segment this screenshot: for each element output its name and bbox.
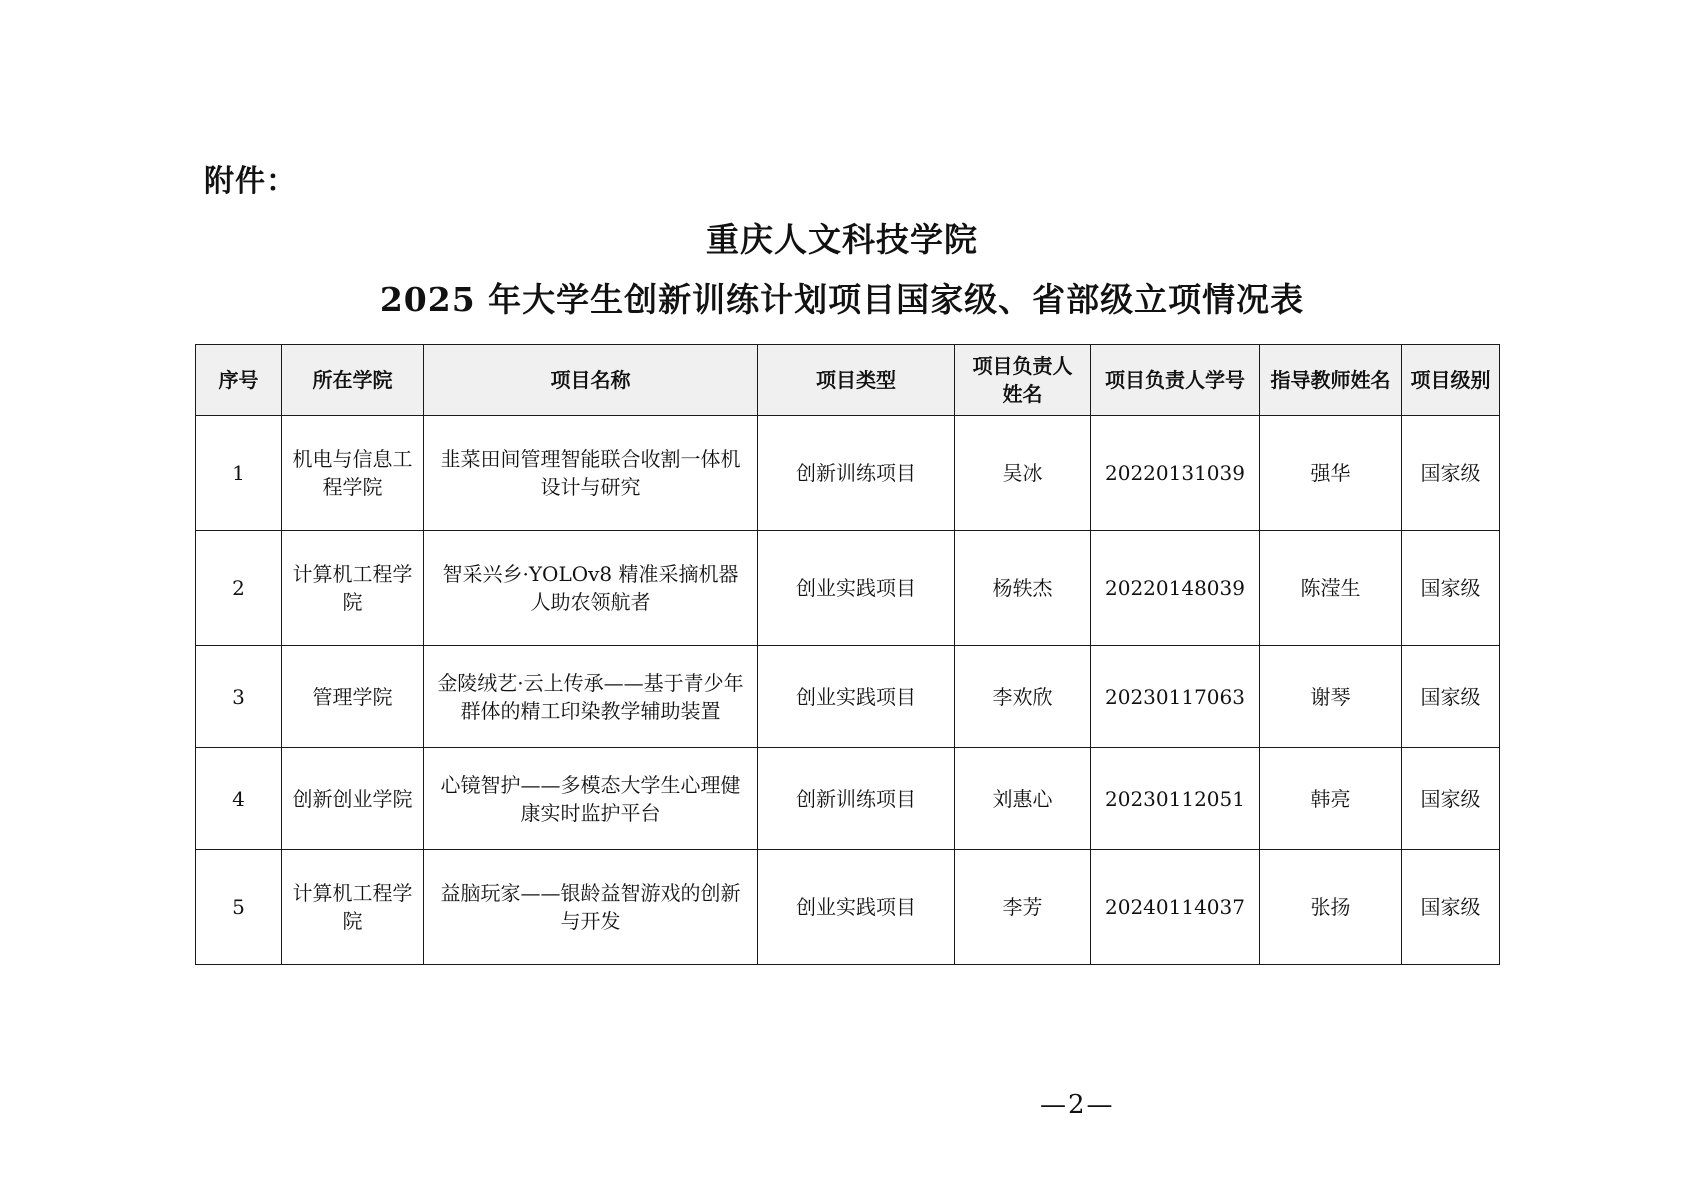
- cell-leader-id: 20230112051: [1091, 748, 1260, 850]
- cell-college: 管理学院: [282, 646, 424, 748]
- cell-project-type: 创业实践项目: [758, 531, 955, 646]
- table-row: [196, 850, 1500, 965]
- cell-project-name: 益脑玩家——银龄益智游戏的创新与开发: [424, 850, 758, 965]
- cell-college: 计算机工程学院: [282, 850, 424, 965]
- cell-project-type: 创业实践项目: [758, 850, 955, 965]
- cell-project-type: 创新训练项目: [758, 416, 955, 531]
- header-leader-id: 项目负责人学号: [1091, 345, 1260, 416]
- cell-index: 4: [196, 748, 282, 850]
- cell-leader-id: 20230117063: [1091, 646, 1260, 748]
- cell-leader-name: 李芳: [955, 850, 1091, 965]
- cell-leader-name: 吴冰: [955, 416, 1091, 531]
- cell-level: 国家级: [1402, 531, 1500, 646]
- cell-level: 国家级: [1402, 748, 1500, 850]
- table-row: [196, 748, 1500, 850]
- cell-advisor-name: 陈滢生: [1260, 531, 1402, 646]
- table-row: [196, 646, 1500, 748]
- cell-project-type: 创新训练项目: [758, 748, 955, 850]
- cell-level: 国家级: [1402, 416, 1500, 531]
- cell-advisor-name: 张扬: [1260, 850, 1402, 965]
- cell-college: 机电与信息工程学院: [282, 416, 424, 531]
- cell-project-type: 创业实践项目: [758, 646, 955, 748]
- table-row: [196, 416, 1500, 531]
- header-index: 序号: [196, 345, 282, 416]
- cell-leader-name: 刘惠心: [955, 748, 1091, 850]
- cell-advisor-name: 强华: [1260, 416, 1402, 531]
- header-level: 项目级别: [1402, 345, 1500, 416]
- cell-level: 国家级: [1402, 646, 1500, 748]
- project-table: [195, 344, 1500, 965]
- cell-index: 5: [196, 850, 282, 965]
- table-header-row: [196, 345, 1500, 416]
- header-project-type: 项目类型: [758, 345, 955, 416]
- cell-index: 1: [196, 416, 282, 531]
- project-table-container: [195, 344, 1499, 965]
- document-title-institution: 重庆人文科技学院: [706, 220, 978, 259]
- cell-project-name: 心镜智护——多模态大学生心理健康实时监护平台: [424, 748, 758, 850]
- cell-college: 创新创业学院: [282, 748, 424, 850]
- header-advisor-name: 指导教师姓名: [1260, 345, 1402, 416]
- header-leader-name: 项目负责人姓名: [955, 345, 1091, 416]
- cell-advisor-name: 韩亮: [1260, 748, 1402, 850]
- table-row: [196, 531, 1500, 646]
- cell-project-name: 韭菜田间管理智能联合收割一体机设计与研究: [424, 416, 758, 531]
- attachment-label: 附件：: [204, 164, 297, 199]
- cell-index: 2: [196, 531, 282, 646]
- cell-project-name: 金陵绒艺·云上传承——基于青少年群体的精工印染教学辅助装置: [424, 646, 758, 748]
- cell-level: 国家级: [1402, 850, 1500, 965]
- cell-project-name: 智采兴乡·YOLOv8 精准采摘机器人助农领航者: [424, 531, 758, 646]
- cell-leader-id: 20240114037: [1091, 850, 1260, 965]
- cell-index: 3: [196, 646, 282, 748]
- header-college: 所在学院: [282, 345, 424, 416]
- page-number: —2—: [1040, 1090, 1115, 1120]
- document-title: 2025 年大学生创新训练计划项目国家级、省部级立项情况表: [379, 280, 1305, 319]
- cell-college: 计算机工程学院: [282, 531, 424, 646]
- cell-leader-id: 20220131039: [1091, 416, 1260, 531]
- cell-leader-name: 杨轶杰: [955, 531, 1091, 646]
- cell-leader-id: 20220148039: [1091, 531, 1260, 646]
- cell-leader-name: 李欢欣: [955, 646, 1091, 748]
- cell-advisor-name: 谢琴: [1260, 646, 1402, 748]
- header-project-name: 项目名称: [424, 345, 758, 416]
